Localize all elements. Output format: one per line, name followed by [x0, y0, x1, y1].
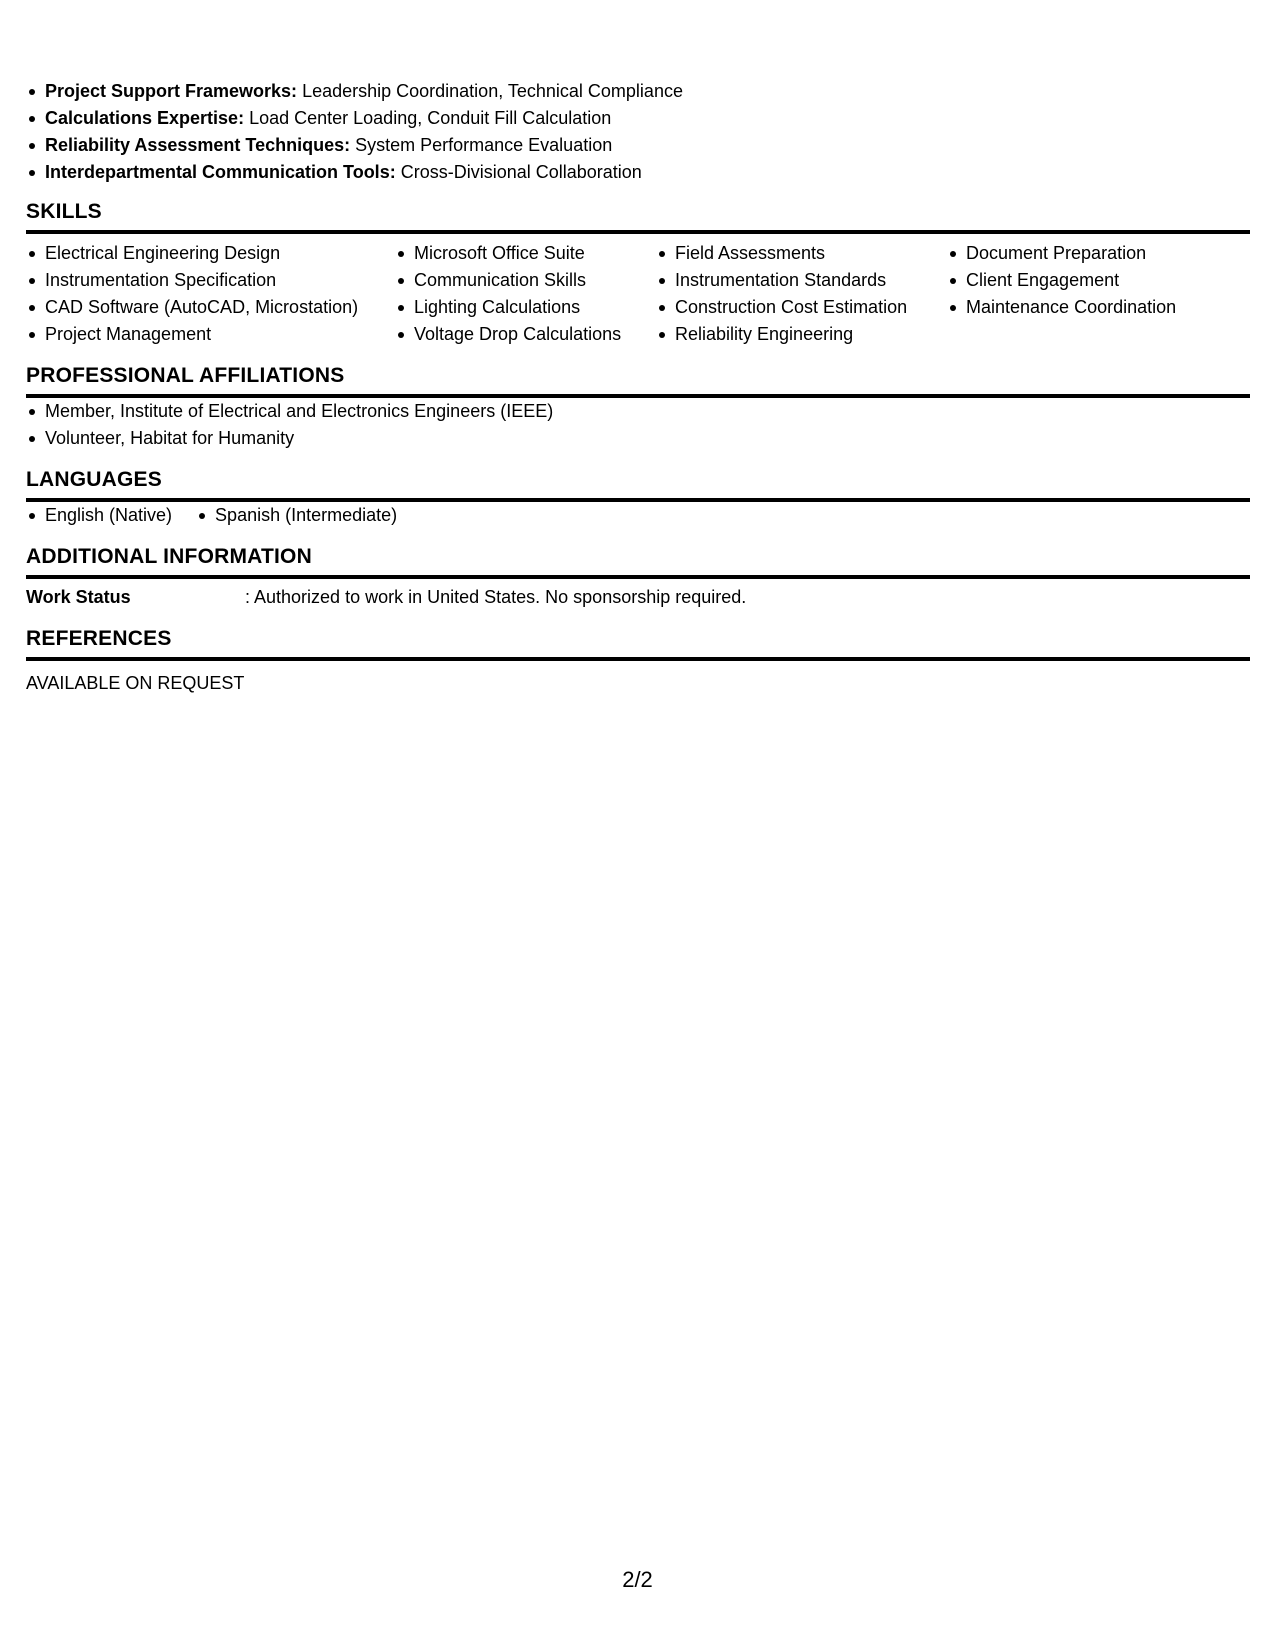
skill-item: Instrumentation Specification: [26, 267, 395, 294]
section-title: LANGUAGES: [26, 467, 1250, 502]
list-item: [26, 78, 1250, 105]
skills-section: [26, 199, 1250, 348]
skill-item: Instrumentation Standards: [656, 267, 947, 294]
list-item: [26, 132, 1250, 159]
list-item: [26, 105, 1250, 132]
resume-page: [26, 78, 1250, 697]
additional-info-section: [26, 544, 1250, 611]
item-value: Leadership Coordination, Technical Compliance: [297, 81, 683, 101]
skills-column: [395, 240, 656, 348]
references-text: AVAILABLE ON REQUEST: [26, 673, 245, 693]
item-label: Project Support Frameworks:: [45, 81, 298, 101]
work-status-label: Work Status: [26, 587, 131, 607]
skill-item: Electrical Engineering Design: [26, 240, 395, 267]
expertise-list: [26, 78, 1250, 186]
skills-column: [947, 240, 1237, 348]
section-title: REFERENCES: [26, 626, 1250, 661]
work-status-row: [26, 584, 1250, 611]
list-item: Volunteer, Habitat for Humanity: [26, 425, 1250, 452]
section-title: SKILLS: [26, 199, 1250, 234]
language-item: English (Native): [26, 502, 172, 529]
language-item: Spanish (Intermediate): [196, 502, 397, 529]
skills-grid: [26, 240, 1250, 348]
skill-item: Client Engagement: [947, 267, 1237, 294]
languages-section: [26, 467, 1250, 529]
languages-list: [26, 502, 1250, 529]
item-label: Reliability Assessment Techniques:: [45, 135, 351, 155]
skill-item: Project Management: [26, 321, 395, 348]
skill-item: Field Assessments: [656, 240, 947, 267]
item-value: System Performance Evaluation: [350, 135, 613, 155]
section-title: ADDITIONAL INFORMATION: [26, 544, 1250, 579]
affiliations-section: [26, 363, 1250, 452]
list-item: Member, Institute of Electrical and Electronics Engineers (IEEE): [26, 398, 1250, 425]
skill-item: Voltage Drop Calculations: [395, 321, 656, 348]
skill-item: Maintenance Coordination: [947, 294, 1237, 321]
item-label: Interdepartmental Communication Tools:: [45, 162, 396, 182]
skill-item: CAD Software (AutoCAD, Microstation): [26, 294, 395, 321]
skill-item: Reliability Engineering: [656, 321, 947, 348]
skills-column: [656, 240, 947, 348]
skills-column: [26, 240, 395, 348]
skill-item: Lighting Calculations: [395, 294, 656, 321]
item-label: Calculations Expertise:: [45, 108, 245, 128]
work-status-value: : Authorized to work in United States. No sponsorship required.: [245, 587, 747, 607]
section-title: PROFESSIONAL AFFILIATIONS: [26, 363, 1250, 398]
page-number: 2/2: [622, 1567, 653, 1592]
skill-item: Document Preparation: [947, 240, 1237, 267]
affiliations-list: [26, 398, 1250, 452]
item-value: Cross-Divisional Collaboration: [395, 162, 642, 182]
skill-item: Construction Cost Estimation: [656, 294, 947, 321]
item-value: Load Center Loading, Conduit Fill Calculation: [244, 108, 612, 128]
skill-item: Communication Skills: [395, 267, 656, 294]
skill-item: Microsoft Office Suite: [395, 240, 656, 267]
list-item: [26, 159, 1250, 186]
references-section: [26, 626, 1250, 697]
